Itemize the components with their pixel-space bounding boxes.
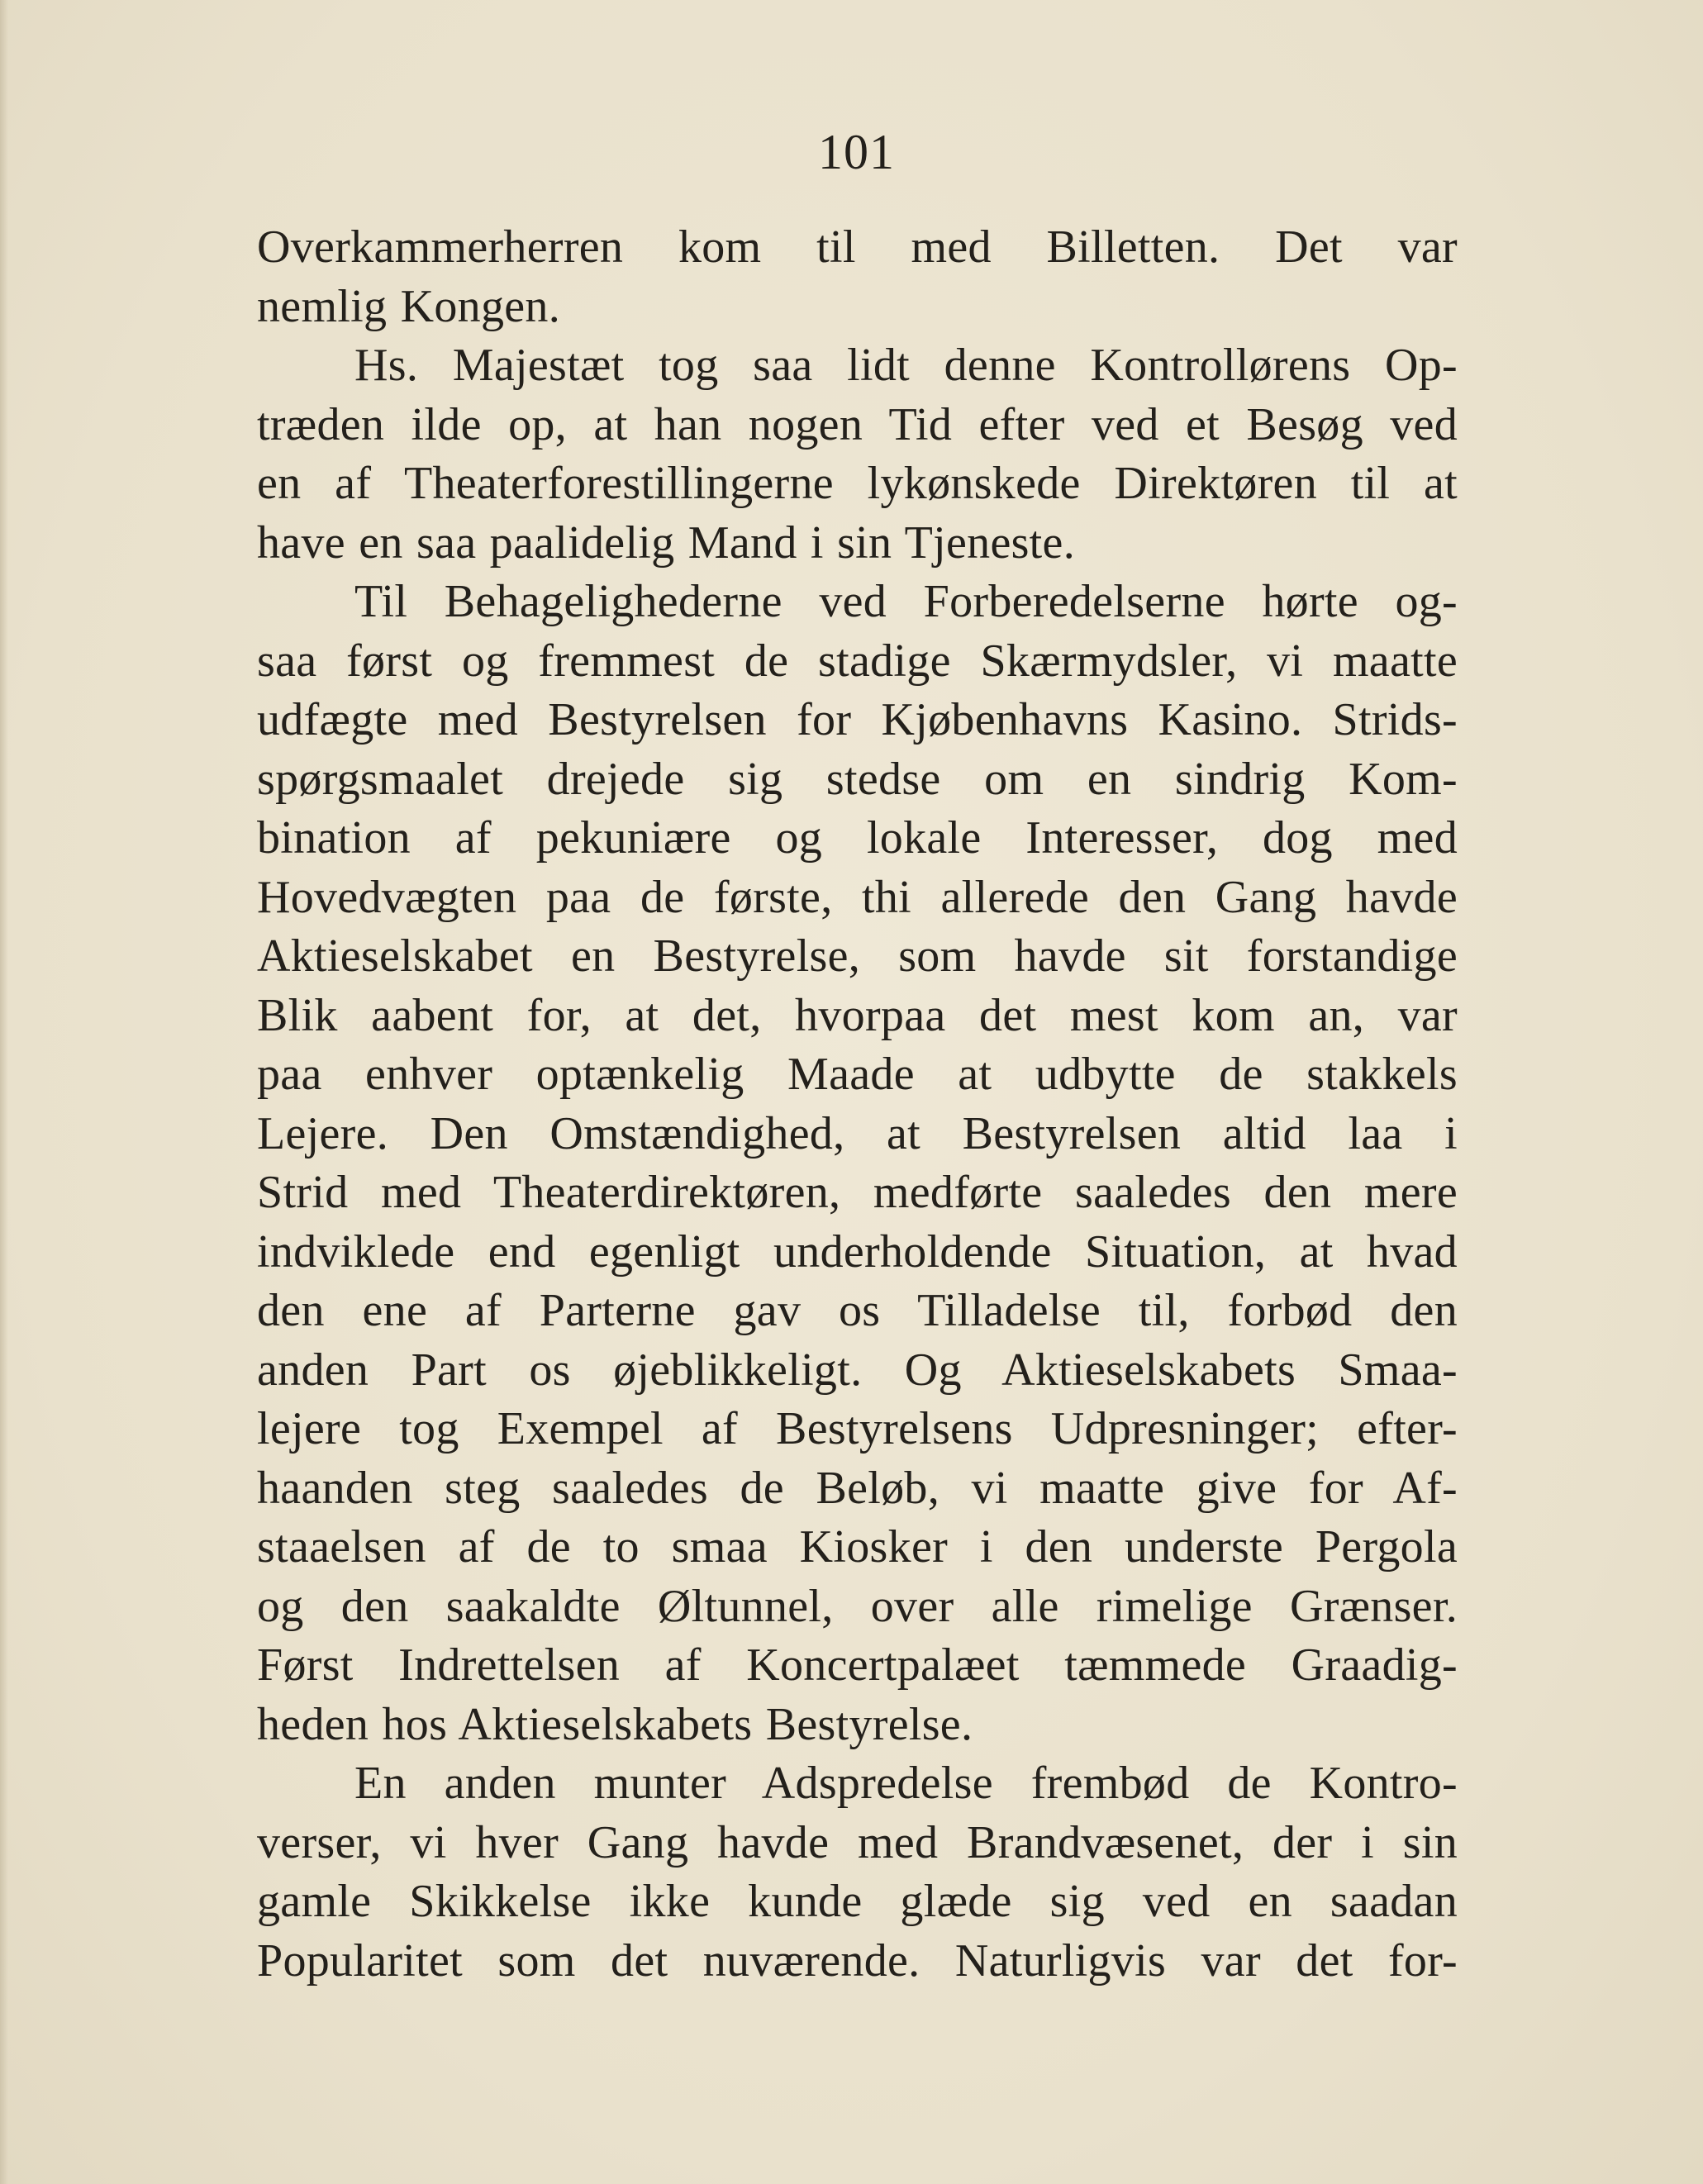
text-line: heden hos Aktieselskabets Bestyrelse. [257, 1698, 973, 1750]
text-line: spørgsmaalet drejede sig stedse om en sindrig Kom- [257, 753, 1458, 805]
text-line: Blik aabent for, at det, hvorpaa det mest kom an, var [257, 989, 1458, 1041]
text-line: træden ilde op, at han nogen Tid efter ved et Besøg ved [257, 398, 1458, 450]
text-line: og den saakaldte Øltunnel, over alle rimelige Grænser. [257, 1580, 1458, 1632]
text-line: Strid med Theaterdirektøren, medførte saaledes den mere [257, 1167, 1458, 1218]
text-line: gamle Skikkelse ikke kunde glæde sig ved en saadan [257, 1876, 1458, 1927]
text-line: den ene af Parterne gav os Tilladelse til, forbød den [257, 1285, 1458, 1336]
text-line: nemlig Kongen. [257, 280, 561, 332]
text-line: Hs. Majestæt tog saa lidt denne Kontrollørens Op- [354, 340, 1458, 391]
text-line: Overkammerherren kom til med Billetten. Det var [257, 221, 1458, 273]
page-left-edge-shadow [0, 0, 8, 2184]
text-line: haanden steg saaledes de Beløb, vi maatte give for Af- [257, 1462, 1458, 1514]
text-line: Popularitet som det nuværende. Naturligvis var det for- [257, 1934, 1458, 1987]
text-line: paa enhver optænkelig Maade at udbytte de stakkels [257, 1049, 1458, 1100]
text-line: lejere tog Exempel af Bestyrelsens Udpresninger; efter- [257, 1403, 1458, 1454]
body-text [257, 218, 1458, 1991]
text-line: have en saa paalidelig Mand i sin Tjeneste. [257, 516, 1076, 569]
text-line: Hovedvægten paa de første, thi allerede den Gang havde [257, 871, 1458, 923]
text-line: saa først og fremmest de stadige Skærmydsler, vi maatte [257, 635, 1458, 687]
text-line: Først Indrettelsen af Koncertpalæet tæmmede Graadig- [257, 1639, 1458, 1691]
text-line: Lejere. Den Omstændighed, at Bestyrelsen altid laa i [257, 1107, 1458, 1159]
text-line: bination af pekuniære og lokale Interesser, dog med [257, 812, 1458, 864]
page-number: 101 [818, 125, 895, 179]
text-line: Aktieselskabet en Bestyrelse, som havde sit forstandige [257, 930, 1458, 982]
text-line: Til Behagelighederne ved Forberedelserne hørte og- [354, 576, 1458, 627]
text-line: udfægte med Bestyrelsen for Kjøbenhavns Kasino. Strids- [257, 694, 1458, 745]
text-line: En anden munter Adspredelse frembød de Kontro- [354, 1758, 1458, 1809]
text-line: en af Theaterforestillingerne lykønskede Direktøren til at [257, 458, 1458, 509]
text-line: staaelsen af de to smaa Kiosker i den underste Pergola [257, 1521, 1458, 1573]
text-line: anden Part os øjeblikkeligt. Og Aktieselskabets Smaa- [257, 1344, 1458, 1396]
text-line: verser, vi hver Gang havde med Brandvæsenet, der i sin [257, 1816, 1458, 1868]
text-line: indviklede end egenligt underholdende Situation, at hvad [257, 1225, 1458, 1278]
